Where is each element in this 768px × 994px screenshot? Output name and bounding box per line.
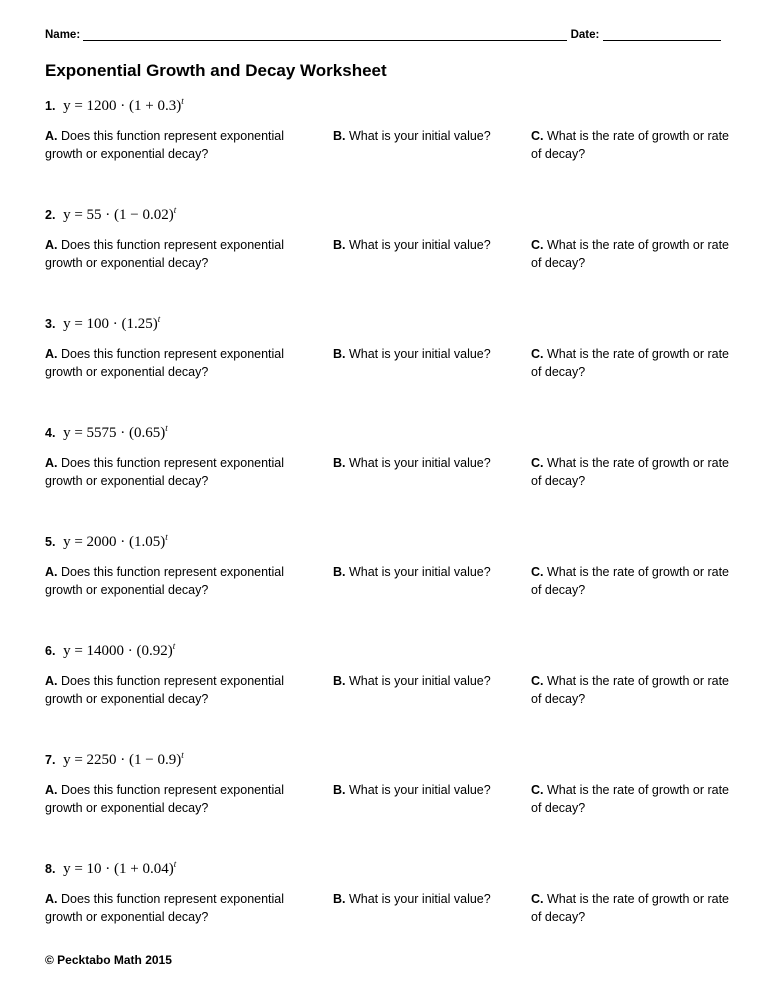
equation-text: y = 5575 · (0.65) xyxy=(63,425,166,441)
question-c xyxy=(531,781,731,817)
question-c-letter: C. xyxy=(531,129,544,143)
question-a xyxy=(45,345,305,381)
question-b-text: What is your initial value? xyxy=(348,456,491,470)
exponent: t xyxy=(181,96,184,106)
question-c-letter: C. xyxy=(531,783,544,797)
problem-number: 3. xyxy=(45,317,56,331)
problem-number: 8. xyxy=(45,862,56,876)
question-b-letter: B. xyxy=(333,129,346,143)
equation-text: y = 55 · (1 − 0.02) xyxy=(63,207,174,223)
exponent: t xyxy=(172,641,176,651)
question-a-letter: A. xyxy=(45,674,58,688)
question-c-text: What is the rate of growth or rate of decay? xyxy=(531,565,730,597)
question-a-text: Does this function represent exponential growth or exponential decay? xyxy=(45,238,285,270)
question-c-text: What is the rate of growth or rate of decay? xyxy=(531,892,730,924)
question-b xyxy=(333,781,523,799)
question-a-text: Does this function represent exponential growth or exponential decay? xyxy=(45,674,285,706)
question-b-text: What is your initial value? xyxy=(348,674,491,688)
equation xyxy=(63,316,160,332)
problem xyxy=(45,314,735,423)
problem-equation-line xyxy=(45,750,184,769)
problem-number: 2. xyxy=(45,208,56,222)
problem-equation-line xyxy=(45,314,160,333)
question-c-letter: C. xyxy=(531,347,544,361)
problem xyxy=(45,532,735,641)
equation xyxy=(63,207,176,223)
question-a-text: Does this function represent exponential growth or exponential decay? xyxy=(45,565,285,597)
problem-number: 4. xyxy=(45,426,56,440)
question-a xyxy=(45,236,305,272)
exponent: t xyxy=(165,423,168,433)
name-label: Name: xyxy=(45,29,81,41)
problem-number: 7. xyxy=(45,753,56,767)
question-b xyxy=(333,672,523,690)
page-title: Exponential Growth and Decay Worksheet xyxy=(45,61,387,80)
problem-equation-line xyxy=(45,423,168,442)
equation xyxy=(63,425,168,441)
question-b-letter: B. xyxy=(333,674,346,688)
question-c-letter: C. xyxy=(531,674,544,688)
question-c xyxy=(531,563,731,599)
question-c xyxy=(531,454,731,490)
question-b-letter: B. xyxy=(333,347,346,361)
question-c-letter: C. xyxy=(531,238,544,252)
question-a-letter: A. xyxy=(45,565,58,579)
question-c xyxy=(531,236,731,272)
question-c xyxy=(531,672,731,708)
problem-equation-line xyxy=(45,532,168,551)
problem-equation-line xyxy=(45,641,175,660)
date-label: Date: xyxy=(570,29,600,41)
problem xyxy=(45,96,735,205)
question-c xyxy=(531,890,731,926)
question-a-letter: A. xyxy=(45,129,58,143)
question-c-text: What is the rate of growth or rate of decay? xyxy=(531,238,730,270)
question-a xyxy=(45,781,305,817)
question-a-text: Does this function represent exponential growth or exponential decay? xyxy=(45,129,285,161)
problem-equation-line xyxy=(45,96,184,115)
exponent: t xyxy=(173,205,177,215)
problem xyxy=(45,859,735,968)
problem xyxy=(45,205,735,314)
problem xyxy=(45,423,735,532)
problem-equation-line xyxy=(45,205,176,224)
equation-text: y = 100 · (1.25) xyxy=(63,316,158,332)
question-c-letter: C. xyxy=(531,892,544,906)
equation-text: y = 1200 · (1 + 0.3) xyxy=(63,98,182,114)
question-c-text: What is the rate of growth or rate of decay? xyxy=(531,347,730,379)
exponent: t xyxy=(165,532,168,542)
question-c-text: What is the rate of growth or rate of decay? xyxy=(531,456,730,488)
exponent: t xyxy=(181,750,184,760)
question-c-text: What is the rate of growth or rate of decay? xyxy=(531,129,730,161)
question-b-text: What is your initial value? xyxy=(348,892,491,906)
question-a-letter: A. xyxy=(45,347,58,361)
question-b xyxy=(333,127,523,145)
question-a xyxy=(45,563,305,599)
question-c-letter: C. xyxy=(531,565,544,579)
question-a-text: Does this function represent exponential growth or exponential decay? xyxy=(45,892,285,924)
question-a-letter: A. xyxy=(45,238,58,252)
question-b-letter: B. xyxy=(333,456,346,470)
problem xyxy=(45,750,735,859)
question-b-text: What is your initial value? xyxy=(348,347,491,361)
name-field[interactable] xyxy=(83,28,567,41)
equation xyxy=(63,752,184,768)
question-a-letter: A. xyxy=(45,892,58,906)
question-b xyxy=(333,454,523,472)
question-a xyxy=(45,890,305,926)
question-a xyxy=(45,672,305,708)
equation xyxy=(63,98,184,114)
exponent: t xyxy=(173,859,177,869)
question-a-text: Does this function represent exponential growth or exponential decay? xyxy=(45,456,285,488)
question-b-letter: B. xyxy=(333,565,346,579)
question-a xyxy=(45,454,305,490)
question-b-text: What is your initial value? xyxy=(348,783,491,797)
question-c xyxy=(531,345,731,381)
question-c-text: What is the rate of growth or rate of decay? xyxy=(531,783,730,815)
question-a-text: Does this function represent exponential growth or exponential decay? xyxy=(45,783,285,815)
equation-text: y = 14000 · (0.92) xyxy=(63,643,173,659)
question-c-letter: C. xyxy=(531,456,544,470)
question-c xyxy=(531,127,731,163)
question-b xyxy=(333,563,523,581)
question-b xyxy=(333,345,523,363)
question-b-text: What is your initial value? xyxy=(348,238,491,252)
question-b-text: What is your initial value? xyxy=(348,129,491,143)
date-field[interactable] xyxy=(603,28,721,41)
exponent: t xyxy=(157,314,161,324)
question-b-letter: B. xyxy=(333,238,346,252)
problem-number: 6. xyxy=(45,644,56,658)
question-a-letter: A. xyxy=(45,783,58,797)
equation xyxy=(63,861,176,877)
equation-text: y = 2000 · (1.05) xyxy=(63,534,166,550)
question-a-text: Does this function represent exponential growth or exponential decay? xyxy=(45,347,285,379)
question-c-text: What is the rate of growth or rate of decay? xyxy=(531,674,730,706)
copyright-footer: © Pecktabo Math 2015 xyxy=(45,953,172,967)
problem xyxy=(45,641,735,750)
question-b-letter: B. xyxy=(333,783,346,797)
question-b-text: What is your initial value? xyxy=(348,565,491,579)
question-a-letter: A. xyxy=(45,456,58,470)
equation-text: y = 2250 · (1 − 0.9) xyxy=(63,752,182,768)
question-b xyxy=(333,890,523,908)
header xyxy=(45,28,721,41)
question-a xyxy=(45,127,305,163)
equation-text: y = 10 · (1 + 0.04) xyxy=(63,861,174,877)
problem-equation-line xyxy=(45,859,176,878)
equation xyxy=(63,534,168,550)
problem-number: 1. xyxy=(45,99,56,113)
question-b-letter: B. xyxy=(333,892,346,906)
equation xyxy=(63,643,175,659)
question-b xyxy=(333,236,523,254)
problem-number: 5. xyxy=(45,535,56,549)
